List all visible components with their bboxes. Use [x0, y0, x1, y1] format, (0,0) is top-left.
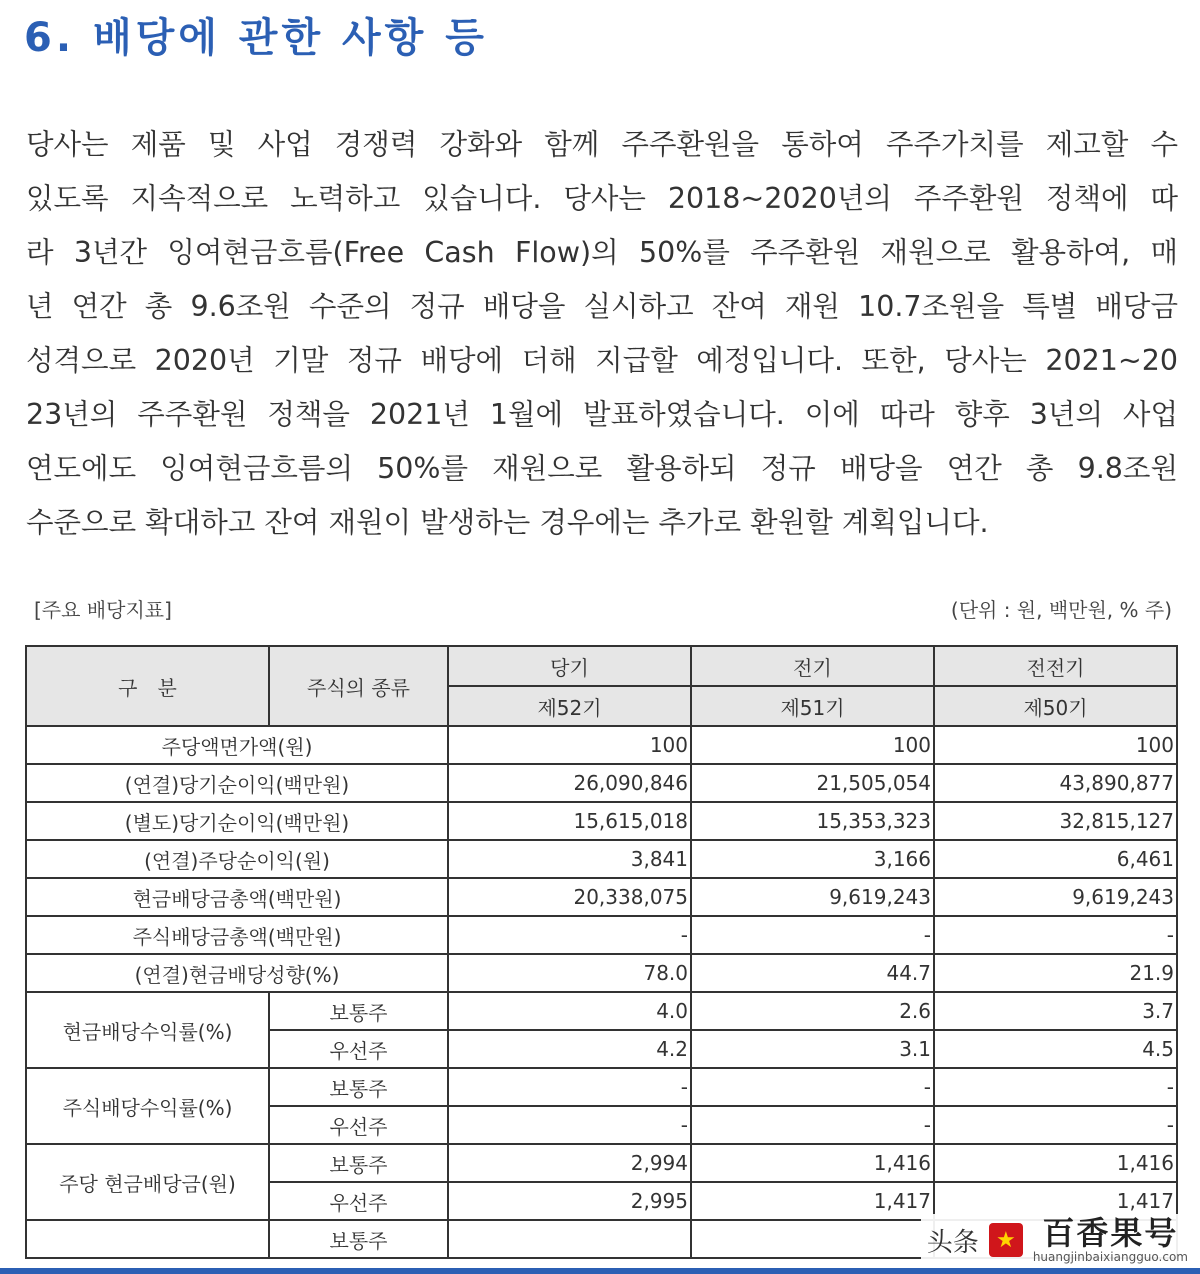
paragraph-line: 성격으로 2020년 기말 정규 배당에 더해 지급할 예정입니다. 또한, 당사는 2021~20 — [26, 344, 1178, 377]
cell-value: 44.7 — [691, 954, 934, 992]
cell-value: 100 — [691, 726, 934, 764]
header-category: 구 분 — [26, 646, 269, 726]
bottom-divider — [0, 1268, 1200, 1274]
cell-value: 20,338,075 — [448, 878, 691, 916]
stock-type-cell: 보통주 — [269, 1144, 448, 1182]
cell-value: - — [448, 1068, 691, 1106]
table-row — [26, 992, 1177, 1030]
cell-value: 9,619,243 — [934, 878, 1177, 916]
table-row — [26, 916, 1177, 954]
paragraph-line: 당사는 제품 및 사업 경쟁력 강화와 함께 주주환원을 통하여 주주가치를 제고할 수 — [26, 128, 1178, 161]
star-flag-icon: ★ — [989, 1223, 1023, 1257]
cell-value: 1,417 — [691, 1182, 934, 1220]
cell-value: - — [691, 916, 934, 954]
cell-value: 3.7 — [934, 992, 1177, 1030]
table-caption: [주요 배당지표] — [34, 598, 172, 622]
cell-value: 15,353,323 — [691, 802, 934, 840]
cell-value: 100 — [934, 726, 1177, 764]
cell-value: 26,090,846 — [448, 764, 691, 802]
paragraph-line: 년 연간 총 9.6조원 수준의 정규 배당을 실시하고 잔여 재원 10.7조원을 특별 배당금 — [26, 290, 1178, 323]
group-label: 주당 현금배당금(원) — [26, 1144, 269, 1220]
cell-value: 2,995 — [448, 1182, 691, 1220]
dividend-indicators-table — [25, 645, 1178, 1259]
cell-value: - — [691, 1106, 934, 1144]
unit-note: (단위 : 원, 백만원, % 주) — [950, 598, 1172, 622]
table-row — [26, 802, 1177, 840]
row-label: (연결)주당순이익(원) — [26, 840, 448, 878]
cell-value: - — [448, 1106, 691, 1144]
stock-type-cell: 우선주 — [269, 1182, 448, 1220]
group-label: 주식배당수익률(%) — [26, 1068, 269, 1144]
table-row — [26, 1068, 1177, 1106]
row-label: (별도)당기순이익(백만원) — [26, 802, 448, 840]
source-watermark — [921, 1214, 1194, 1266]
cell-value: 21,505,054 — [691, 764, 934, 802]
cell-value: 43,890,877 — [934, 764, 1177, 802]
cell-value: 1,416 — [691, 1144, 934, 1182]
paragraph-line: 연도에도 잉여현금흐름의 50%를 재원으로 활용하되 정규 배당을 연간 총 9.8조원 — [26, 452, 1178, 485]
header-term: 제51기 — [691, 686, 934, 726]
paragraph-line: 있도록 지속적으로 노력하고 있습니다. 당사는 2018~2020년의 주주환원 정책에 따 — [26, 182, 1178, 215]
cell-value: 2,994 — [448, 1144, 691, 1182]
cell-value: 15,615,018 — [448, 802, 691, 840]
stock-type-cell: 보통주 — [269, 1068, 448, 1106]
group-label: 현금배당수익률(%) — [26, 992, 269, 1068]
header-stock-type: 주식의 종류 — [269, 646, 448, 726]
paragraph-line: 수준으로 확대하고 잔여 재원이 발생하는 경우에는 추가로 환원할 계획입니다. — [26, 506, 989, 539]
cell-value: - — [934, 916, 1177, 954]
cell-value: 1,416 — [934, 1144, 1177, 1182]
table-row — [26, 1144, 1177, 1182]
header-period: 전기 — [691, 646, 934, 686]
row-label: 현금배당금총액(백만원) — [26, 878, 448, 916]
dividend-policy-paragraph — [26, 118, 1178, 550]
cell-value: 100 — [448, 726, 691, 764]
table-row — [26, 764, 1177, 802]
stock-type-cell: 우선주 — [269, 1106, 448, 1144]
header-term: 제52기 — [448, 686, 691, 726]
watermark-url: huangjinbaixiangguo.com — [1032, 1250, 1188, 1264]
cell-value: 4.0 — [448, 992, 691, 1030]
cell-value: 3.1 — [691, 1030, 934, 1068]
watermark-brand: 百香果号 — [1042, 1214, 1179, 1252]
row-label: 주식배당금총액(백만원) — [26, 916, 448, 954]
cell-value: 1,417 — [934, 1182, 1177, 1220]
paragraph-line: 라 3년간 잉여현금흐름(Free Cash Flow)의 50%를 주주환원 재원으로 활용하여, 매 — [26, 236, 1178, 269]
cell-value: 2.6 — [691, 992, 934, 1030]
table-row — [26, 726, 1177, 764]
table-row — [26, 954, 1177, 992]
table-row — [26, 840, 1177, 878]
cell-value: - — [448, 916, 691, 954]
cell-value: 78.0 — [448, 954, 691, 992]
row-label: (연결)당기순이익(백만원) — [26, 764, 448, 802]
paragraph-line: 23년의 주주환원 정책을 2021년 1월에 발표하였습니다. 이에 따라 향후 3년의 사업 — [26, 398, 1178, 431]
header-period: 전전기 — [934, 646, 1177, 686]
cell-value: - — [934, 1068, 1177, 1106]
section-title: 6. 배당에 관한 사항 등 — [24, 15, 488, 61]
cell-value: - — [934, 1106, 1177, 1144]
cell-value: 21.9 — [934, 954, 1177, 992]
cell-value: - — [691, 1068, 934, 1106]
row-label: 주당액면가액(원) — [26, 726, 448, 764]
cell-value: 6,461 — [934, 840, 1177, 878]
cell-value: 32,815,127 — [934, 802, 1177, 840]
cell-value: 9,619,243 — [691, 878, 934, 916]
cell-value: 3,166 — [691, 840, 934, 878]
stock-type-cell: 우선주 — [269, 1030, 448, 1068]
cell-value: 4.5 — [934, 1030, 1177, 1068]
table-row — [26, 878, 1177, 916]
row-label: (연결)현금배당성향(%) — [26, 954, 448, 992]
stock-type-cell: 보통주 — [269, 1220, 448, 1258]
cell-value: 4.2 — [448, 1030, 691, 1068]
cell-value: 3,841 — [448, 840, 691, 878]
header-period: 당기 — [448, 646, 691, 686]
stock-type-cell: 보통주 — [269, 992, 448, 1030]
header-term: 제50기 — [934, 686, 1177, 726]
watermark-left-text: 头条 — [926, 1227, 979, 1258]
